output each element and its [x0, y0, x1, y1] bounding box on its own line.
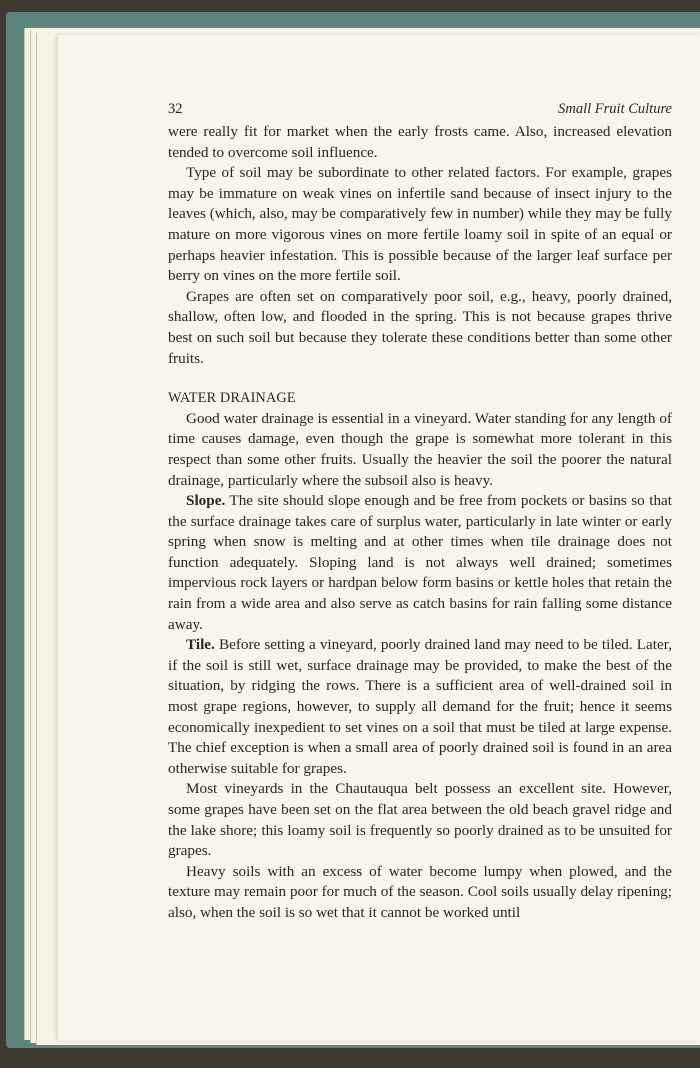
paragraph: were really fit for market when the early frosts came. Also, increased elevation tended to overcome soil influence.	[168, 123, 672, 161]
running-head	[168, 96, 672, 122]
paragraph: Most vineyards in the Chautauqua belt possess an excellent site. However, some grapes have been set on the flat area between the old beach gravel ridge and the lake shore; this loamy soil is frequently so poorly drained as to be unsuited for grapes.	[168, 780, 672, 860]
paragraph-text: Before setting a vineyard, poorly drained land may need to be tiled. Later, if the soil is still wet, surface drainage may be provided, to make the best of the situation, by ridging the rows. There is a sufficient area of well-drained soil in most grape regions, however, to supply all demand for the fruit; hence it seems economically inexpedient to set vines on a soil that must be tiled at large expense. The chief exception is when a small area of poorly drained soil is found in an area otherwise suitable for grapes.	[168, 636, 672, 777]
section-heading: WATER DRAINAGE	[168, 390, 296, 407]
paragraph	[168, 491, 672, 635]
paragraph: Type of soil may be subordinate to other related factors. For example, grapes may be immature on weak vines on infertile sand because of insect injury to the leaves (which, also, may be comparatively few in number) while they may be fully mature on more vigorous vines on more fertile loamy soil in spite of an equal or perhaps heavier infestation. This is possible because of the larger leaf surface per berry on vines on the more fertile soil.	[168, 164, 672, 285]
run-in-heading: Tile.	[186, 636, 215, 654]
page-text	[168, 96, 672, 924]
paragraph-text: The site should slope enough and be free from pockets or basins so that the surface drainage takes care of surplus water, particularly in late winter or early spring when snow is melting and at other times when tile drainage does not function adequately. Sloping land is not always well drained; sometimes impervious rock layers or hardpan below form basins or kettle holes that retain the rain from a wide area and also serve as catch basins for rain falling some distance away.	[168, 492, 672, 633]
paragraph	[168, 635, 672, 779]
running-title: Small Fruit Culture	[558, 101, 672, 117]
run-in-heading: Slope.	[186, 492, 226, 510]
paragraph: Grapes are often set on comparatively poor soil, e.g., heavy, poorly drained, shallow, often low, and flooded in the spring. This is not because grapes thrive best on such soil but because they tolerate these conditions better than some other fruits.	[168, 287, 672, 367]
paragraph: Heavy soils with an excess of water become lumpy when plowed, and the texture may remain poor for much of the season. Cool soils usually delay ripening; also, when the soil is so wet that it cannot be worked until	[168, 862, 672, 921]
page-number: 32	[168, 101, 183, 117]
paragraph: Good water drainage is essential in a vineyard. Water standing for any length of time causes damage, even though the grape is somewhat more tolerant in this respect than some other fruits. Usually the heavier the soil the poorer the natural drainage, particularly where the subsoil also is heavy.	[168, 409, 672, 489]
